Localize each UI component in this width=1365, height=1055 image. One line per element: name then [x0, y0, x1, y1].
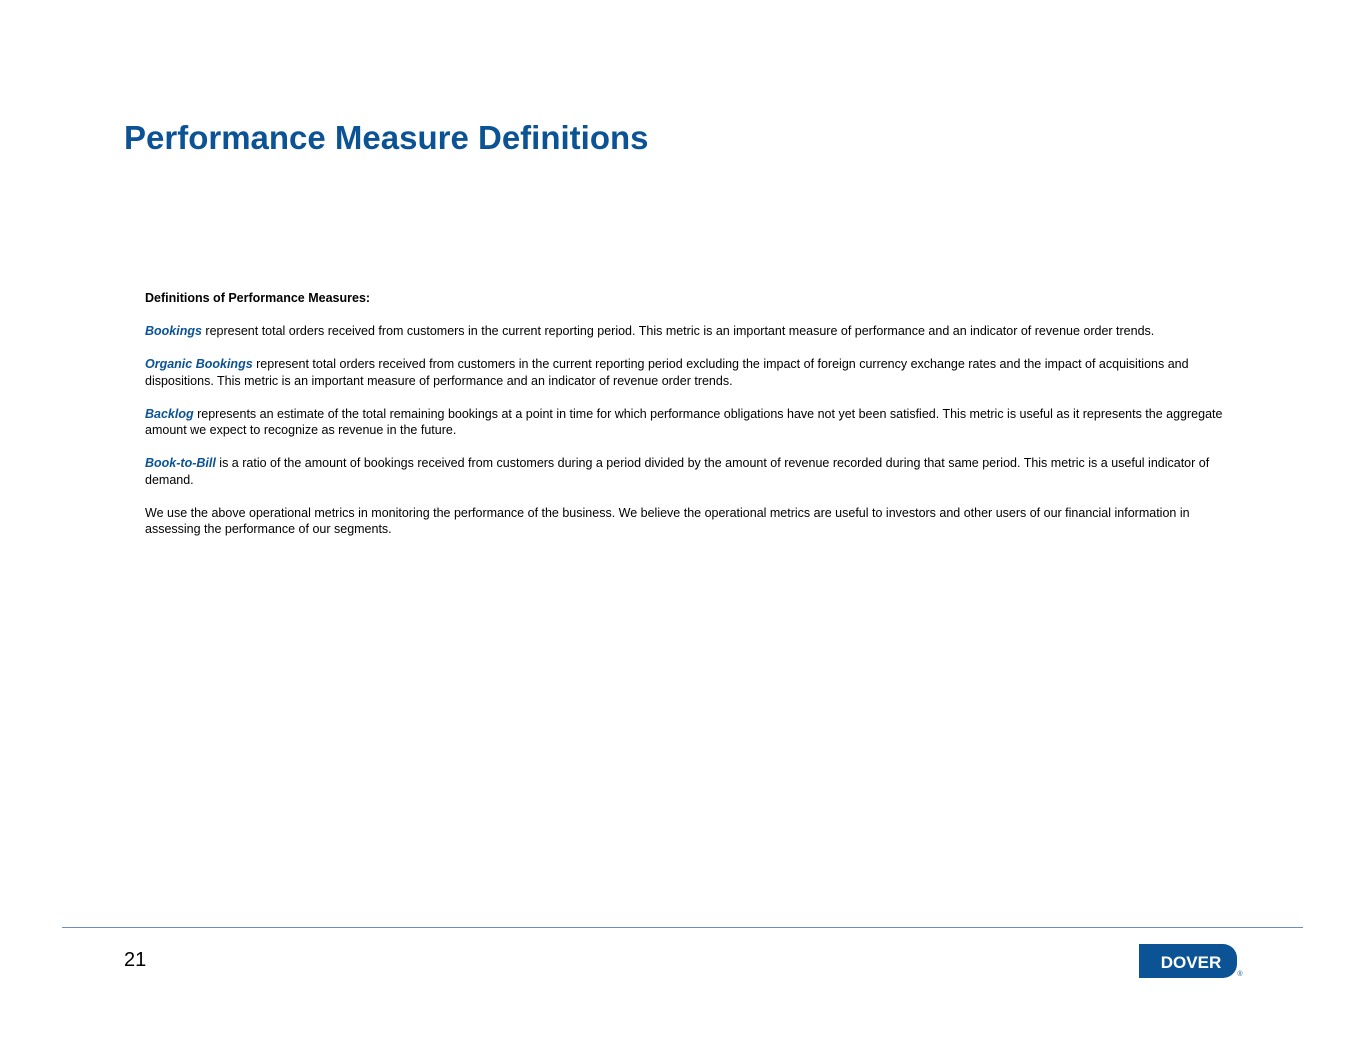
footer-divider — [62, 927, 1303, 928]
definition-text: represents an estimate of the total remaining bookings at a point in time for which performance obligations have not yet been satisfied. This metric is useful as it represents the aggregate amount we expect to recognize as revenue in the future. — [145, 406, 1223, 437]
definition-bookings — [145, 323, 1230, 340]
page-title: Performance Measure Definitions — [124, 119, 649, 156]
definition-term: Book-to-Bill — [145, 456, 216, 470]
definitions-heading: Definitions of Performance Measures: — [145, 291, 371, 305]
definition-backlog — [145, 406, 1230, 439]
page-number: 21 — [124, 949, 147, 971]
definition-text: is a ratio of the amount of bookings received from customers during a period divided by the amount of revenue recorded during that same period. This metric is a useful indicator of demand. — [145, 456, 1210, 487]
definition-term: Organic Bookings — [145, 357, 253, 371]
definition-book-to-bill — [145, 455, 1230, 488]
closing-paragraph: We use the above operational metrics in monitoring the performance of the business. We believe the operational metrics are useful to investors and other users of our financial information in assessing the performance of our segments. — [145, 505, 1190, 536]
definition-term: Backlog — [145, 406, 194, 421]
definition-text: represent total orders received from customers in the current reporting period. This metric is an important measure of performance and an indicator of revenue order trends. — [201, 324, 1155, 338]
dover-logo-icon — [1139, 943, 1243, 979]
definition-organic-bookings — [145, 356, 1230, 389]
logo-wordmark: DOVER — [1160, 953, 1222, 972]
logo-registered-mark: ® — [1237, 971, 1243, 978]
definitions-section — [145, 290, 1230, 554]
definition-text: represent total orders received from customers in the current reporting period excluding the impact of foreign currency exchange rates and the impact of acquisitions and dispositions. This metric is an important measure of performance and an indicator of revenue order trends. — [145, 357, 1189, 388]
definition-term: Bookings — [145, 324, 202, 338]
